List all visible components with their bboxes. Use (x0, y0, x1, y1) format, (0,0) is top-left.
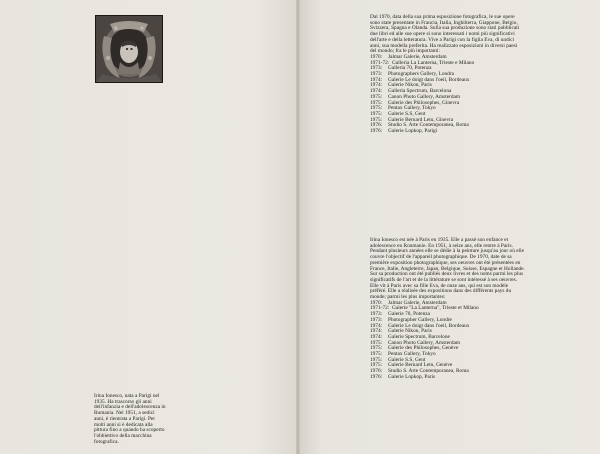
right-page (298, 0, 600, 454)
photo-caption (94, 394, 166, 445)
caption-text: Irina Ionesco, nata a Parigi nel 1935. Ha trascorso gli anni dell'infanzia e dell'adolescenza in Rumania. Nel 1951, a sedici anni, è rientrata a Parigi. Per molti anni si è dedicata alla pittura fino a quando ha scoperto l'obbiettivo della macchina fotografica. (94, 393, 166, 445)
italian-biography (370, 15, 525, 135)
list-item: 1975: Galerie Bernard Letu, Genève (370, 362, 453, 369)
list-item: 1975: Galerie des Philosophes, Ginevra (370, 99, 460, 106)
list-item: 1975: Pentax Gallery, Tokyo (370, 351, 436, 358)
list-item: 1973: Photographers Gallery, Londra (370, 71, 454, 78)
french-intro: Irina Ionesco est née à Paris en 1935. Elle a passé son enfance et adolescence en Roumanie. En 1951, à seize ans, elle rentre à Paris. Pendant plusieurs années elle se dédie à la peinture jusqu'au jour où elle couvre l'objectif de l'appareil photographique. De 1970, date de sa première exposition photographique, ses oeuvres ont été présentées en France, Italie, Angleterre, Japan, Belgique, Suisse, Espagne et Hollande. Sur sa production ont été publiés deux livres et des noms parmi les plus significatifs de l'art et de la littérature se sont intéressé à ses oeuvres. Elle vit à Paris avec sa fille Eva, de onze ans, qui est son modèle préféré. Elle a réalisée des expositions dans des différents pays du monde; parmi les plus importantes: (370, 237, 525, 301)
list-item: 1974: Galleria Spectrum, Barcelona (370, 88, 452, 95)
list-item: 1975: Galerie des Philosophes, Genève (370, 345, 459, 352)
list-item: 1975: Canon Photo Gallery, Amsterdam (370, 339, 461, 346)
list-item: 1976: Studio S. Arte Contemporanea, Roma (370, 368, 469, 375)
list-item: 1976: Galerie Lopkop, Parigi (370, 128, 438, 135)
list-item: 1970: Jalmar Galerie, Amsterdam (370, 299, 447, 306)
list-item: 1971-72: Galerie "La Lanterna", Trieste et Milano (370, 305, 479, 312)
list-item: 1975: Galerie S.S, Gent (370, 356, 426, 363)
list-item: 1973: Galerie 70, Potenza (370, 311, 431, 318)
list-item: 1973: Photographer Gallery, Londre (370, 316, 452, 323)
left-page (0, 0, 298, 454)
list-item: 1974: Galerie Le doigt dans l'oeil, Bordeaux (370, 76, 470, 83)
list-item: 1974: Galerie Nikon, Paris (370, 328, 432, 335)
french-exhibitions-list (370, 301, 525, 381)
list-item: 1973: Galleria 70, Potenza (370, 65, 432, 72)
list-item: 1974: Galerie Spectrum, Barcelone (370, 333, 450, 340)
list-item: 1975: Galerie S.S, Gent (370, 110, 426, 117)
italian-intro: Dal 1970, data della sua prima esposizione fotografica, le sue opere sono state presentate in Francia, Italia, Inghilterra, Giappone, Belgio, Svizzera, Spagna e Olanda. Sulla sua produzione sono stati pubblicati due libri ed alle sue opere si sono interessati i nomi più significativi dell'arte e della letteratura. Vive a Parigi con la figlia Eva, di undici anni, sua modella preferita. Ha realizzato esposizioni in diversi paesi del mondo; fra le più importanti: (370, 14, 520, 55)
list-item: 1974: Galerie Nikon, Paris (370, 82, 432, 89)
italian-exhibitions-list (370, 55, 525, 135)
list-item: 1975: Pentax Gallery, Tokyo (370, 105, 436, 112)
list-item: 1976: Studio S. Arte Contemporanea, Roma (370, 122, 469, 129)
list-item: 1970: Jalmar Galerie, Amsterdam (370, 53, 447, 60)
list-item: 1971-72: Galleria La Lanterna, Trieste e Milano (370, 59, 475, 66)
list-item: 1976: Galerie Lopkop, Paris (370, 373, 436, 380)
french-biography (370, 238, 525, 381)
photo-graphic (96, 16, 162, 82)
list-item: 1975: Galerie Bernard Letu, Ginevra (370, 116, 454, 123)
portrait-with-bird-image (95, 15, 163, 83)
list-item: 1975: Canon Photo Gallery, Amsterdam (370, 93, 461, 100)
book-gutter (296, 0, 300, 454)
list-item: 1974: Galerie Le doigt dans l'oeil, Bordeaux (370, 322, 470, 329)
